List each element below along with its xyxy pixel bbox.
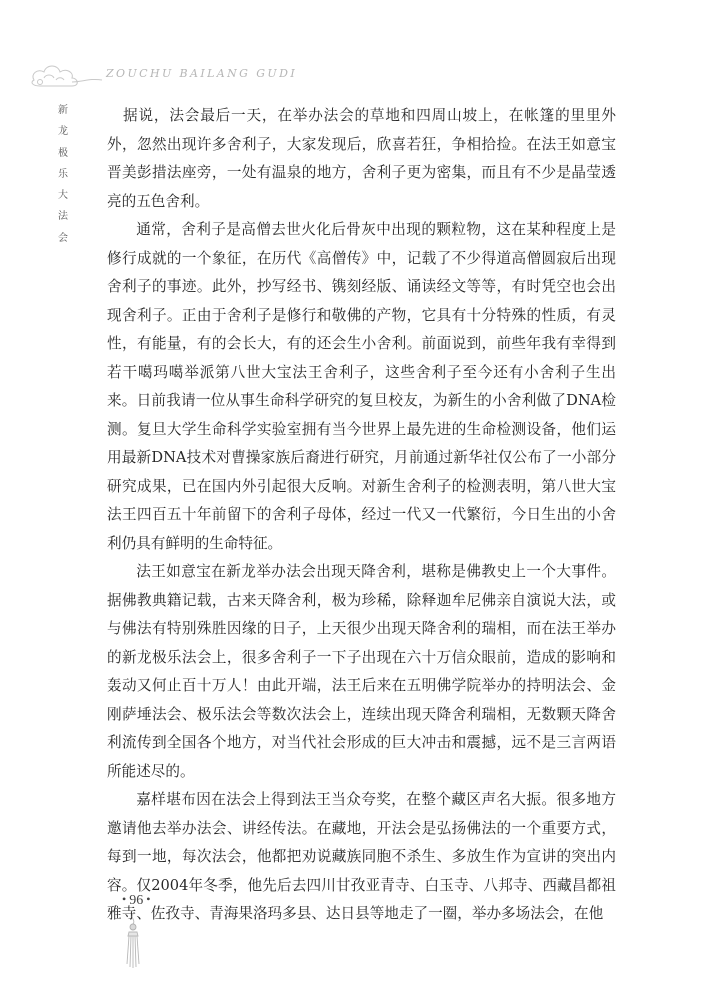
folio-bullet-right: • — [146, 892, 151, 906]
side-title-char: 极 — [58, 147, 68, 159]
page-number — [119, 893, 153, 909]
side-title-char: 新 — [58, 105, 68, 116]
side-title-char: 大 — [58, 190, 68, 202]
page-number-value: 96 — [129, 893, 144, 908]
tassel-ornament-icon — [118, 912, 148, 972]
side-title-char: 会 — [58, 232, 68, 244]
running-head: ZOUCHU BAILANG GUDI — [106, 67, 298, 80]
paragraph: 通常，舍利子是高僧去世火化后骨灰中出现的颗粒物，这在某种程度上是修行成就的一个象征，在历代《高僧传》中，记载了不少得道高僧圆寂后出现舍利子的事迹。此外，抄写经书、镌刻经版、诵读经文等等，有时凭空也会出现舍利子。正由于舍利子是修行和敬佛的产物，它具有十分特殊的性质，有灵性，有能量，有的会长大，有的还会生小舍利。前面说到，前些年我有幸得到若干噶玛噶举派第八世大宝法王舍利子，这些舍利子至今还有小舍利子生出来。日前我请一位从事生命科学研究的复旦校友，为新生的小舍利做了DNA检测。复旦大学生命科学实验室拥有当今世界上最先进的生命检测设备，他们运用最新DNA技术对曹操家族后裔进行研究，月前通过新华社仅公布了一小部分研究成果，已在国内外引起很大反响。对新生舍利子的检测表明，第八世大宝法王四百五十年前留下的舍利子母体，经过一代又一代繁衍，今日生出的小舍利仍具有鲜明的生命特征。 — [107, 221, 616, 552]
side-title-char: 龙 — [58, 126, 68, 138]
body-text — [107, 102, 616, 929]
paragraph: 嘉样堪布因在法会上得到法王当众夸奖，在整个藏区声名大振。很多地方邀请他去举办法会、讲经传法。在藏地，开法会是弘扬佛法的一个重要方式，每到一地，每次法会，他都把劝说藏族同胞不杀生、多放生作为宣讲的突出内容。仅2004年冬季，他先后去四川甘孜亚青寺、白玉寺、八邦寺、西藏昌都祖雅寺、佐孜寺、青海果洛玛多县、达日县等地走了一圈，举办多场法会，在他 — [107, 791, 616, 922]
paragraph: 法王如意宝在新龙举办法会出现天降舍利，堪称是佛教史上一个大事件。据佛教典籍记载，古来天降舍利，极为珍稀，除释迦牟尼佛亲自演说大法，或与佛法有特别殊胜因缘的日子，上天很少出现天降舍利的瑞相，而在法王举办的新龙极乐法会上，很多舍利子一下子出现在六十万信众眼前，造成的影响和轰动又何止百十万人！由此开端，法王后来在五明佛学院举办的持明法会、金刚萨埵法会、极乐法会等数次法会上，连续出现天降舍利瑞相，无数颗天降舍利流传到全国各个地方，对当代社会形成的巨大冲击和震撼，远不是三言两语所能述尽的。 — [107, 563, 616, 780]
paragraph: 据说，法会最后一天，在举办法会的草地和四周山坡上，在帐篷的里里外外，忽然出现许多舍利子，大家发现后，欣喜若狂，争相拾捡。在法王如意宝晋美彭措法座旁，一处有温泉的地方，舍利子更为密集，而且有不少是晶莹透亮的五色舍利。 — [107, 107, 616, 210]
side-title-char: 乐 — [58, 168, 68, 180]
cloud-ornament-icon — [28, 60, 108, 92]
side-title — [55, 100, 71, 249]
side-title-char: 法 — [58, 211, 68, 223]
folio-bullet-left: • — [122, 892, 127, 906]
